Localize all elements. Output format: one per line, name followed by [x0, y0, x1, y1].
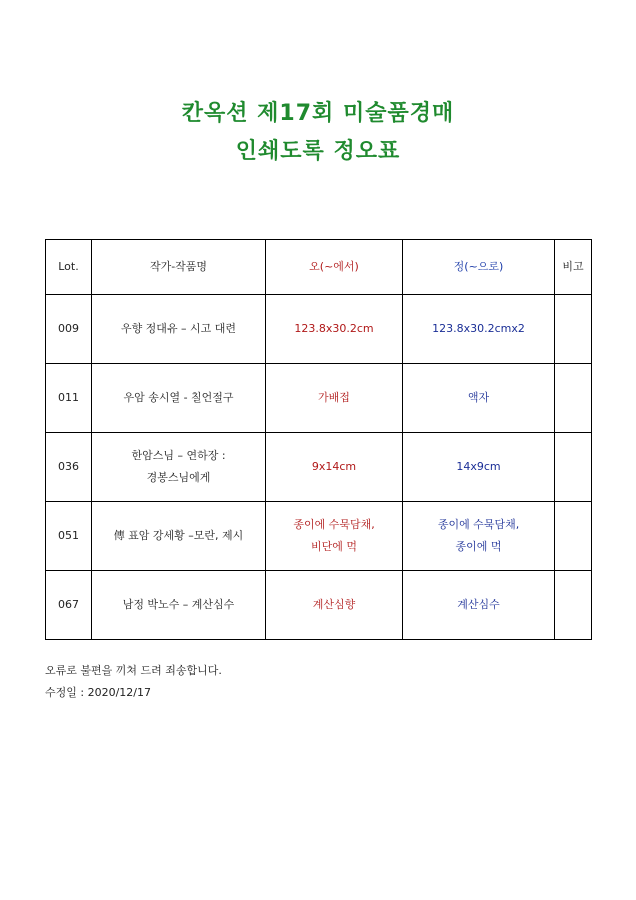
page-subtitle: 인쇄도록 정오표: [235, 139, 401, 164]
cell-right-line: 14x9cm: [456, 460, 501, 473]
cell-work-line: 傳 표암 강세황 –모란, 제시: [113, 529, 244, 542]
header-lot: Lot.: [46, 240, 92, 295]
cell-wrong-line: 계산심향: [312, 598, 356, 611]
cell-work-line: 남정 박노수 – 계산심수: [122, 598, 235, 611]
cell-wrong-line: 123.8x30.2cm: [294, 322, 374, 335]
table-row: [46, 295, 592, 364]
revision-date: 수정일 : 2020/12/17: [45, 686, 151, 699]
header-right: 정(~으로): [403, 240, 555, 295]
cell-remark: [555, 295, 592, 364]
table-row: [46, 433, 592, 502]
cell-work: [92, 433, 266, 502]
header-remark: 비고: [555, 240, 592, 295]
cell-work-line: 한암스님 – 연하장 :: [131, 449, 226, 462]
cell-wrong: [266, 502, 403, 571]
cell-right-line: 종이에 수묵담채,: [437, 518, 520, 531]
cell-lot: 051: [46, 502, 92, 571]
cell-right-line: 액자: [467, 391, 490, 404]
table-row: [46, 502, 592, 571]
cell-wrong-line: 비단에 먹: [310, 540, 357, 553]
cell-right: [403, 433, 555, 502]
cell-lot: 009: [46, 295, 92, 364]
cell-wrong-line: 9x14cm: [311, 460, 357, 473]
table-row: [46, 364, 592, 433]
cell-lot: 067: [46, 571, 92, 640]
cell-right: [403, 571, 555, 640]
cell-wrong: [266, 571, 403, 640]
cell-remark: [555, 571, 592, 640]
cell-wrong-line: 가배접: [318, 391, 350, 404]
cell-remark: [555, 433, 592, 502]
errata-table: [45, 239, 592, 640]
table-header-row: [46, 240, 592, 295]
cell-right: [403, 502, 555, 571]
cell-work: [92, 295, 266, 364]
cell-right-line: 종이에 먹: [455, 540, 502, 553]
cell-right: [403, 364, 555, 433]
cell-work: [92, 502, 266, 571]
cell-lot: 036: [46, 433, 92, 502]
cell-remark: [555, 364, 592, 433]
cell-remark: [555, 502, 592, 571]
header-work: 작가-작품명: [92, 240, 266, 295]
cell-lot: 011: [46, 364, 92, 433]
page-title: 칸옥션 제17회 미술품경매: [181, 101, 455, 126]
cell-wrong: [266, 364, 403, 433]
header-wrong: 오(~에서): [266, 240, 403, 295]
cell-wrong: [266, 433, 403, 502]
cell-work-line: 우향 정대유 – 시고 대련: [120, 322, 237, 335]
cell-work-line: 우암 송시열 - 칠언절구: [123, 391, 234, 404]
cell-work-line: 경봉스님에게: [146, 471, 211, 484]
apology-note: 오류로 불편을 끼쳐 드려 죄송합니다.: [45, 664, 222, 677]
cell-work: [92, 364, 266, 433]
cell-wrong-line: 종이에 수묵담채,: [293, 518, 375, 531]
cell-right-line: 123.8x30.2cmx2: [432, 322, 525, 335]
table-row: [46, 571, 592, 640]
cell-wrong: [266, 295, 403, 364]
cell-right: [403, 295, 555, 364]
cell-work: [92, 571, 266, 640]
cell-right-line: 계산심수: [457, 598, 500, 611]
